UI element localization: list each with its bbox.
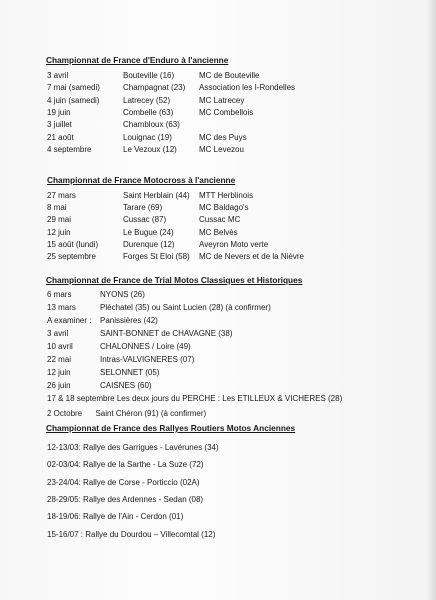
event-date: 3 avril [47, 71, 69, 80]
event-text: 17 & 18 septembre Les deux jours du PERCHE : Les ETILLEUX & VICHERES (28) [47, 394, 343, 403]
event-venue: Le Bugue (24) [123, 227, 174, 237]
event-date: 19 juin [47, 107, 71, 117]
event-organizer: Association les I-Rondelles [199, 83, 296, 93]
event-date: 25 septembre [47, 252, 96, 261]
event-date: 27 mars [47, 191, 76, 200]
event-venue: Forges St Eloi (58) [123, 252, 190, 261]
event-date: 4 juin (samedi) [47, 95, 100, 105]
section-title: Championnat de France d'Enduro à l'ancienne [46, 55, 229, 65]
event-organizer: Aveyron Moto verte [199, 239, 269, 249]
event-organizer: MC Levezou [199, 144, 244, 154]
event-venue: Tarare (69) [123, 203, 163, 213]
event-date: 3 juillet [47, 120, 72, 130]
event-date: 3 avril [47, 329, 69, 338]
event-date: 21 août [47, 132, 74, 142]
event-venue: Pléchatel (35) ou Saint Lucien (28) (à confirmer) [100, 303, 271, 312]
event-venue: CHALONNES / Loire (49) [100, 342, 191, 351]
event-venue: Cussac (87) [123, 215, 167, 225]
event-venue: Latrecey (52) [123, 95, 171, 105]
event-date: 26 juin [47, 381, 71, 390]
section-title: Championnat de France Motocross à l'ancienne [47, 175, 236, 185]
event-organizer: MC des Puys [199, 132, 247, 142]
event-venue: Saint Herblain (44) [123, 191, 190, 200]
event-venue: SELONNET (05) [100, 368, 160, 377]
section-title: Championnat de France des Rallyes Routiers Motos Anciennes [46, 423, 296, 433]
event-venue: Combelle (63) [123, 107, 174, 117]
event-text: 23-24/04: Rallye de Corse - Porticcio (02A) [47, 477, 200, 487]
event-date: 15 août (lundi) [47, 239, 99, 249]
event-date: 12 juin [47, 227, 71, 237]
event-text: 02-03/04: Rallye de la Sarthe - La Suze (72) [47, 460, 204, 470]
event-organizer: MC Belvès [199, 227, 238, 237]
event-venue: Panissières (42) [100, 316, 158, 325]
section-title: Championnat de France de Trial Motos Classiques et Historiques [46, 275, 303, 285]
event-venue: Bouteville (16) [123, 71, 175, 80]
event-text: 18-19/06: Rallye de l'Ain - Cerdon (01) [47, 512, 184, 522]
event-date: 22 mai [47, 355, 72, 364]
event-venue: SAINT-BONNET de CHAVAGNE (38) [100, 329, 233, 338]
event-text: 2 Octobre Saint Chéron (91) (à confirmer) [47, 408, 207, 418]
event-text: 15-16/07 : Rallye du Dourdou – Villecomtal (12) [47, 529, 216, 539]
event-date: A examiner : [47, 316, 92, 325]
event-venue: NYONS (26) [100, 290, 145, 299]
event-venue: CAISNES (60) [100, 381, 152, 390]
event-organizer: MC Latrecey [199, 95, 245, 105]
event-date: 8 mai [47, 203, 67, 213]
event-date: 13 mars [47, 303, 76, 312]
event-venue: Intras-VALVIGNERES (07) [100, 355, 195, 364]
event-organizer: MC de Nevers et de la Nièvre [199, 252, 304, 261]
event-date: 4 septembre [47, 144, 92, 154]
event-date: 12 juin [47, 368, 71, 377]
event-text: 28-29/05: Rallye des Ardennes - Sedan (08) [47, 494, 204, 504]
event-date: 7 mai (samedi) [47, 83, 100, 93]
event-date: 29 mai [47, 215, 72, 225]
page-edge-shadow [426, 0, 436, 600]
event-venue: Chambloux (63) [123, 120, 180, 130]
event-venue: Louignac (19) [123, 132, 172, 142]
event-organizer: MC Baldago's [199, 203, 249, 213]
event-date: 6 mars [47, 290, 72, 299]
event-organizer: MTT Herblinois [199, 191, 254, 200]
event-text: 12-13/03: Rallye des Garrigues - Lavérunes (34) [47, 443, 219, 452]
event-organizer: MC Combellois [199, 107, 254, 117]
event-venue: Le Vezoux (12) [123, 144, 177, 154]
event-organizer: Cussac MC [199, 215, 241, 225]
event-venue: Champagnat (23) [123, 83, 186, 93]
event-date: 10 avril [47, 342, 73, 351]
event-organizer: MC de Bouteville [199, 71, 260, 80]
event-venue: Durenque (12) [123, 239, 175, 249]
